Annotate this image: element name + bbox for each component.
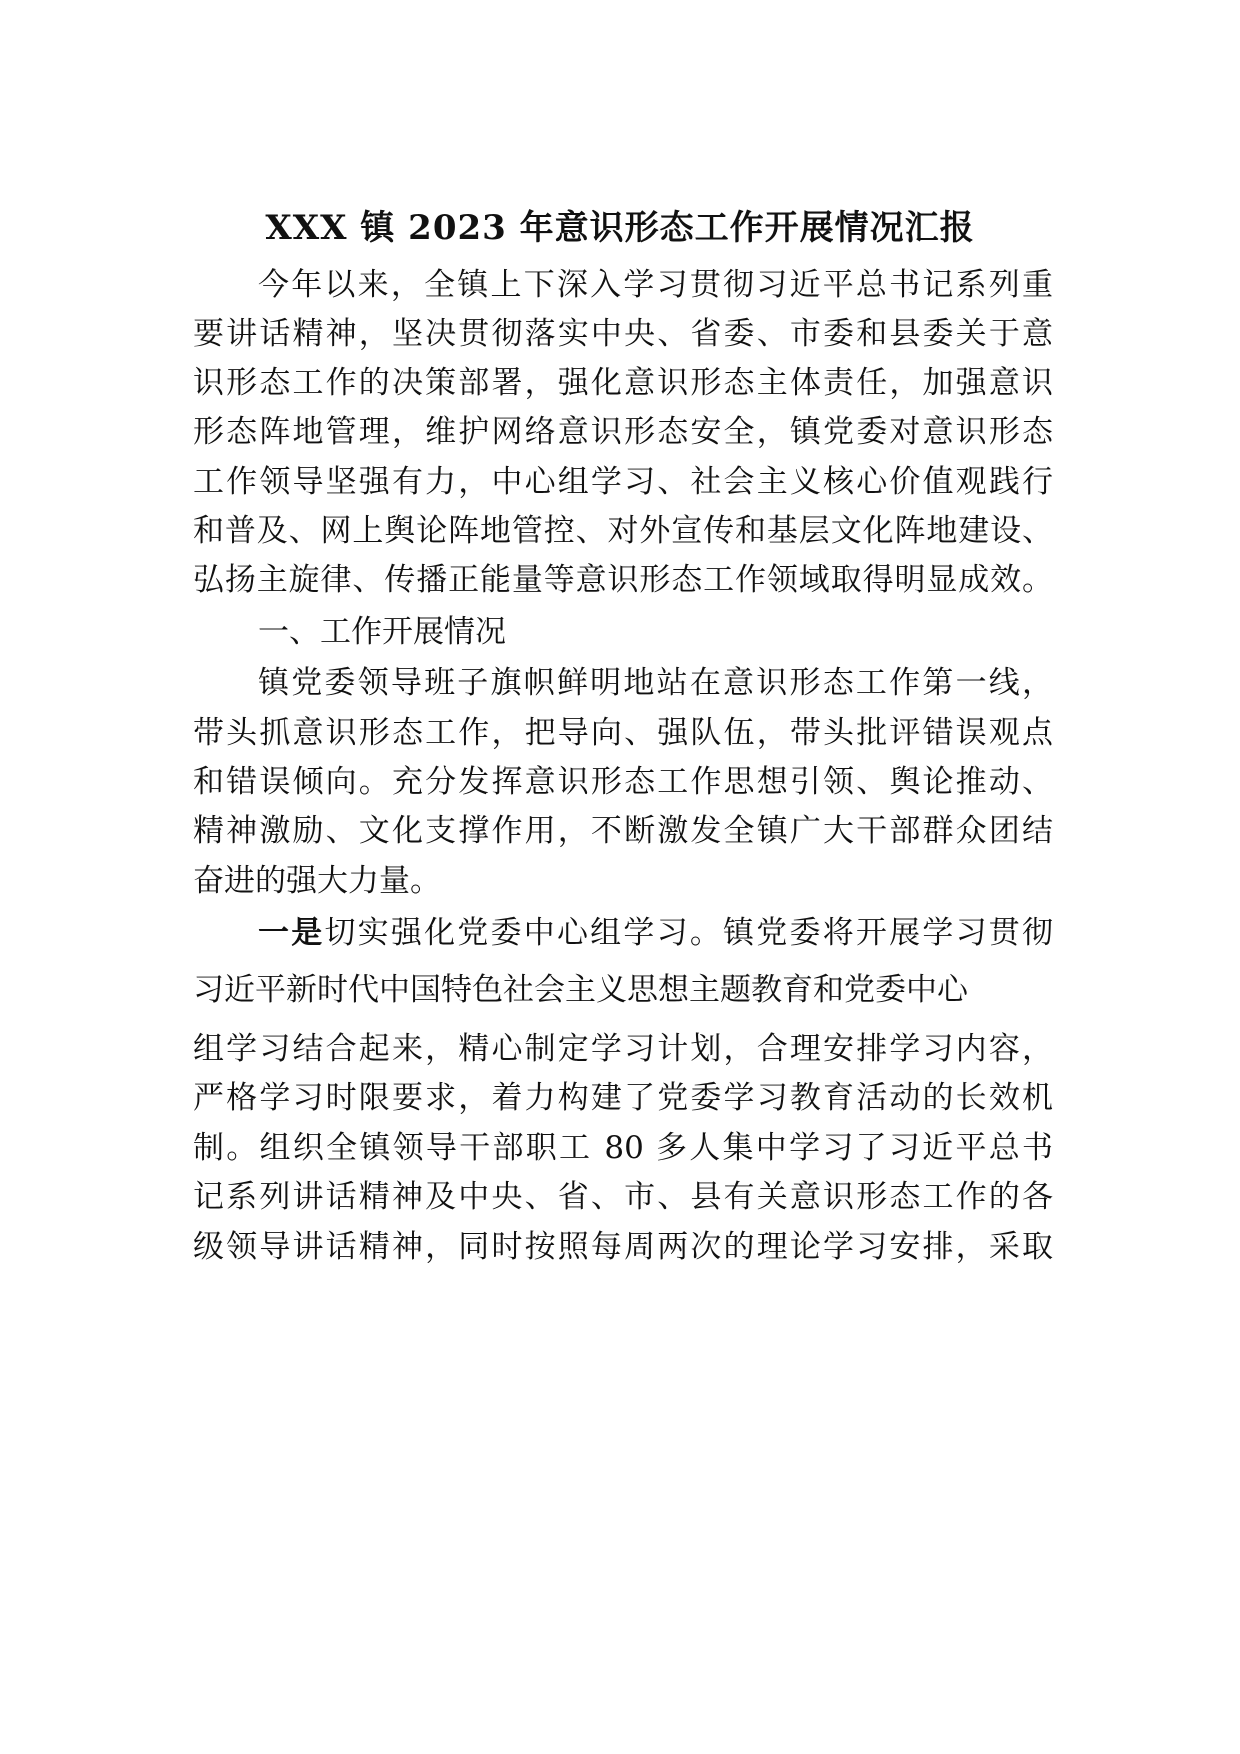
paragraph-3-line-6: 记系列讲话精神及中央、省、市、县有关意识形态工作的各 <box>193 1179 1053 1215</box>
paragraph-2-line-4: 精神激励、文化支撑作用，不断激发全镇广大干部群众团结 <box>193 813 1053 849</box>
paragraph-3-line-2: 习近平新时代中国特色社会主义思想主题教育和党委中心 <box>193 972 968 1008</box>
paragraph-1-line-4: 形态阵地管理，维护网络意识形态安全，镇党委对意识形态 <box>193 414 1053 450</box>
paragraph-2-line-5: 奋进的强大力量。 <box>193 863 441 899</box>
section-heading: 一、工作开展情况 <box>258 614 506 650</box>
document-title: XXX 镇 2023 年意识形态工作开展情况汇报 <box>265 208 975 248</box>
paragraph-3-line-3: 组学习结合起来，精心制定学习计划，合理安排学习内容， <box>193 1031 1053 1067</box>
paragraph-3-lead: 一是 <box>258 915 325 951</box>
paragraph-2-line-2: 带头抓意识形态工作，把导向、强队伍，带头批评错误观点 <box>193 715 1053 751</box>
paragraph-3-line-1-text: 切实强化党委中心组学习。镇党委将开展学习贯彻 <box>324 915 1054 951</box>
paragraph-2-line-1: 镇党委领导班子旗帜鲜明地站在意识形态工作第一线， <box>258 665 1053 701</box>
paragraph-1-line-5: 工作领导坚强有力，中心组学习、社会主义核心价值观践行 <box>193 464 1053 500</box>
paragraph-1-line-7: 弘扬主旋律、传播正能量等意识形态工作领域取得明显成效。 <box>193 562 1053 598</box>
paragraph-1-line-2: 要讲话精神，坚决贯彻落实中央、省委、市委和县委关于意 <box>193 316 1053 352</box>
paragraph-1-line-1: 今年以来，全镇上下深入学习贯彻习近平总书记系列重 <box>258 267 1053 303</box>
paragraph-3-line-5: 制。组织全镇领导干部职工 80 多人集中学习了习近平总书 <box>193 1130 1053 1166</box>
paragraph-1-line-6: 和普及、网上舆论阵地管控、对外宣传和基层文化阵地建设、 <box>193 513 1053 549</box>
paragraph-3-line-1 <box>258 906 1053 960</box>
paragraph-2-line-3: 和错误倾向。充分发挥意识形态工作思想引领、舆论推动、 <box>193 764 1053 800</box>
paragraph-1-line-3: 识形态工作的决策部署，强化意识形态主体责任，加强意识 <box>193 365 1053 401</box>
paragraph-3-line-7: 级领导讲话精神，同时按照每周两次的理论学习安排，采取 <box>193 1229 1053 1265</box>
paragraph-3-line-4: 严格学习时限要求，着力构建了党委学习教育活动的长效机 <box>193 1080 1053 1116</box>
